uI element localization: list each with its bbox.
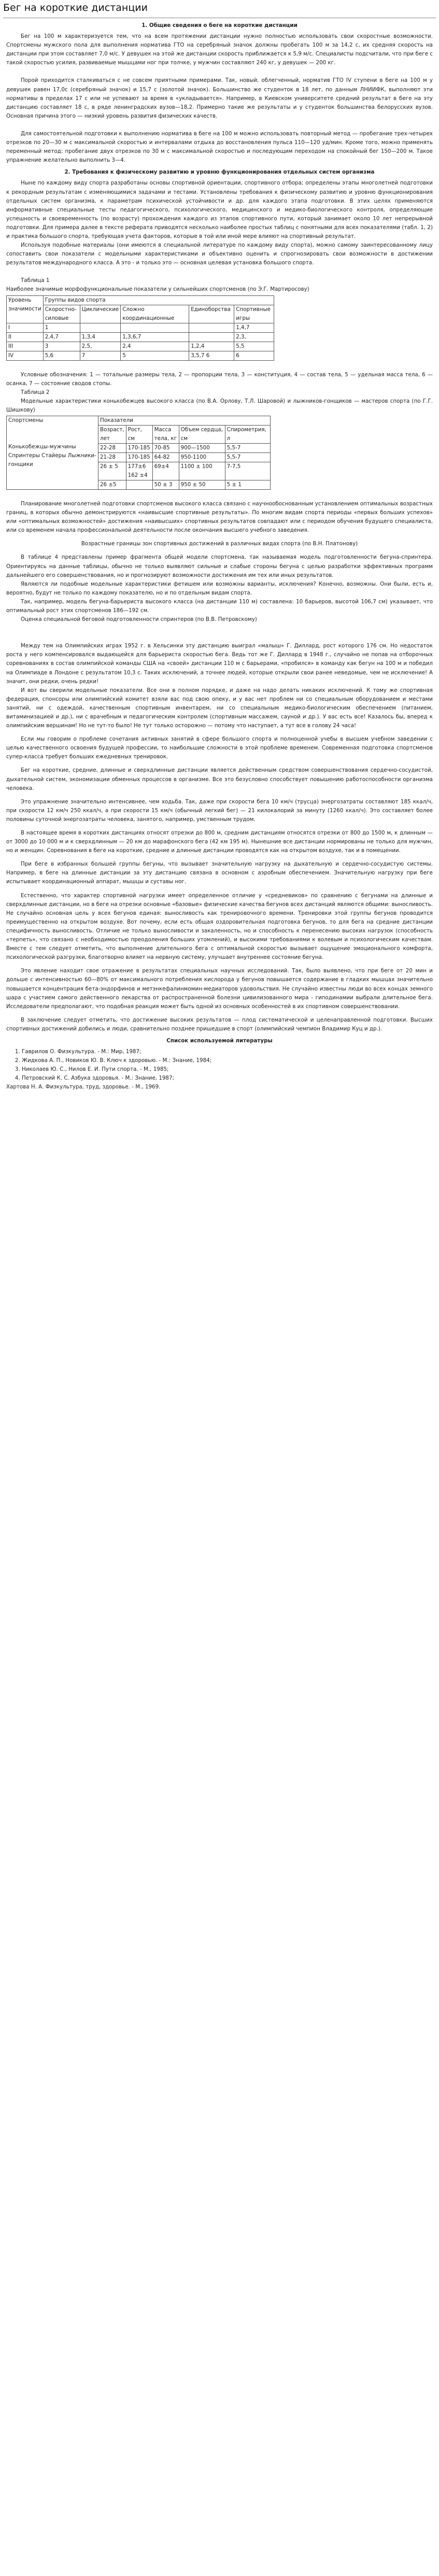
table-cell: 3 [43,342,80,351]
table-cell: 5,5 [234,342,274,351]
table-cell: 7-7,5 [225,462,270,480]
table-1-caption: Таблица 1 [21,277,50,284]
paragraph: Являются ли подобные модельные характеристики фетишем или возможны варианты, исключения? Конечно, возможны. Они были, есть и, вероятно, будут не только по каждому показателю, но и по отдельным видам спорта. [6,581,433,596]
table-row [7,332,274,342]
table-header: Единоборства [189,305,234,323]
table-cell-value: 177±6 [128,463,146,470]
table-cell: 50 ± 3 [152,480,179,490]
paragraph: Это явление находит свое отражение в результатах специальных научных исследований. Так, было выявлено, что при беге от 20 мин и дольше с интенсивностью 60—80% от максимального потребления кислорода у бегунов повышается содержание в гладких мышцах значительно повышается концентрация бета-эндорфинов и метэнкефалинмомин-медиаторов удовольствия. Не случайно известны люди во всех концах земного шара с участием самого действенного лекарства от распространенной болезни цивилизованного мира - гиподинамии выбрали длительное бега. Исследователи предполагают, что подобная реакция может быть одной из основных особенностей в их спортивном совершенствовании. [6,968,433,1010]
table-cell: IV [7,351,44,360]
table-cell: 170-185 [126,444,152,453]
paragraph: Бег на 100 м характеризуется тем, что на всем протяжении дистанции нужно полностью использовать свои скоростные возможности. Спортсмены мужского пола для выполнения норматива ГТО на серебряный значок должны пробегать 100 м за 14,2 с, их средняя скорость на дистанции при этом составляет 7,0 м/с. У девушек на этой же дистанции скорость приближается к 5,9 м/с. Специалисты подсчитали, что при беге с такой скоростью усилия, развиваемые мышцами ног при толчке, у мужчин составляют 240 кг, у девушек — 200 кг. [6,33,433,66]
table-cell: 5 [121,351,189,360]
reference-item: 4. Петровский К. С. Азбука здоровья. - М.: Знание, 1987; [22,1074,433,1083]
reference-item: 1. Гаврилов О. Физкультура. - М.: Мир, 1987; [22,1048,433,1056]
reference-item: 3. Николаев Ю. С., Нилов Е. И. Пути спорта. - М., 1985; [22,1065,433,1074]
paragraph: Естественно, что характер спортивной нагрузки имеет определенное отличие у «средневиков» по сравнению с бегунами на длинные и сверхдлинные дистанции, но в беге на отрезки основные «базовые» физические качества бегунов всех дистанций являются общими: выносливость. Не случайно основная цель у всех бегунов единая: выносливость как тренировочного времени. Тренировки этой группы бегунов проводится преимущественно на открытом воздухе. Вот почему, если есть общая оздоровительная подготовка бегунов, то для бега на средние дистанции специфичность выносливость. Отличие не только выносливости и закаленность, но и способность к перенесению высоких нагрузок (способность «терпеть», что связано с необходимостью преодоления больших утомлений), и высокими требованиями к волевым и психологическим качествам. Вместе с тем следует отметить, что выполнение длительного бега с оптимальной скоростью вызывает ощущение эмоционального комфорта, психологической разгрузки, благотворно влияет на нервную систему, улучшает внутреннее состояние бегуна. [6,892,433,961]
table-cell: 5,5-7 [225,444,270,453]
table-header: Группы видов спорта [43,295,274,305]
table-header: Спортивные игры [234,305,274,323]
table-cell: 1 [43,323,80,332]
table-4-caption: Оценка специальной беговой подготовленности спринтеров (по В.В. Петровскому) [21,616,257,623]
paragraph: Ныне по каждому виду спорта разработаны основы спортивной ориентации, спортивного отбора; определены этапы многолетней подготовки к рекордным результатам с изменяющимися задачами и тестами. Установлены требования к физическому развитию и уровню функционирования отдельных систем организма, к параметрам психической устойчивости и др. для каждого этапа подготовки. В этих целях применяются информативные специальные тесты педагогического, психологического, медицинского и медико-биологического контроля, определяющие успешность и своевременность (по возрасту) прохождения каждого из этапов спортивного пути, который занимает около 10 лет непрерывной подготовки. Для примера далее в тексте реферата приводятся несколько наиболее простых таблиц с понятными для всех показателями (табл. 1, 2) и практика большого спорта, требующая учета факторов, которые в той или иной мере влияют на спортивный результат. [6,180,433,239]
table-cell: II [7,332,44,342]
table-header: Спортсмены [8,417,44,423]
paragraph: Если мы говорим о проблеме сочетания активных занятий в сфере большого спорта и полноценной учебы в высшем учебном заведении с целью качественного освоения будущей профессии, то наибольшие сложности в этой проблеме временем. Современная подготовка спортсменов супер-класса требует больших ежедневных тренировок. [6,736,433,760]
paragraph: Это упражнение значительно интенсивнее, чем ходьба. Так, даже при скорости бега 10 км/ч (трусца) энергозатраты составляют 185 ккал/ч, при скорости 12 км/ч 250 ккал/ч, а при скорости 15 км/ч (обычный легкий бег) — 21 килокалорий за минуту (1260 ккал/ч). Это составляет более половины суточной энергозатраты человека, занятого, например, умственным трудом. [6,798,433,823]
table-3-caption: Возрастные границы зон спортивных достижений в различных видах спорта (по В.Н. Платонову) [81,541,358,547]
table-cell: 64-82 [152,453,179,462]
table-row [7,323,274,332]
table-cell [189,332,234,342]
table-header: Скоростно-силовые [43,305,80,323]
table-2-caption: Таблица 2 [21,389,50,395]
table-cell: 26 ±5 [98,480,126,490]
reference-item: Хартова Н. А. Физкультура, труд, здоровье. - М., 1969. [6,1084,161,1091]
table-cell: 2,4,7 [43,332,80,342]
reference-item: 2. Жидкова А. П., Новиков Ю. В. Ключ к здоровью. - М.: Знание, 1984; [22,1056,433,1065]
table-1-description: Наиболее значимые морфофункциональные показатели у сильнейших спортсменов (по Э.Г. Мартиросову) [6,286,309,293]
table-2 [6,416,271,490]
paragraph: При беге в избранных большей группы бегуны, что вызывает значительную нагрузку на дыхательную и сердечно-сосудистую системы. Например, в беге на длинные дистанции за эту дистанцию связана в основном с аэробным обеспечением. Значительную нагрузку при беге испытывает координационный аппарат, мышцы и суставы ног. [6,861,433,885]
table-cell: 7 [80,351,121,360]
table-header: Возраст, лет [98,426,126,444]
paragraph: И вот вы сверили модельные показатели. Все они в полном порядке, и даже на надо делать никаких исключений. К тому же спортивная федерация, спонсоры или олимпийский комитет взяли вас под свою опеку, и у вас нет проблем ни со специальным оборудованием и местами занятий, ни с одеждой, качественным спортивным инвентарем, ни со специальным медико-биологическим обеспечением (питанием, витаминизацией и др.), ни с врачебным и педагогическим контролем (спортивным массажем, сауной и др.). У вас есть все! Казалось бы, вперед к олимпийским вершинам! Но не тут-то было! Не тут только осторожно — потому что наступает, а тут все в голову 24 часа! [6,687,433,729]
table-cell [189,323,234,332]
table-header: Спирометрия, л [225,426,270,444]
paragraph: Так, например, модель бегуна-барьериста высокого класса (на дистанции 110 м) составлена: 10 барьеров, высотой 106,7 см) указывает, что оптимальный рост этих спортсменов 186—192 см. [6,598,433,614]
table-header: Циклические [80,305,121,323]
table-cell [121,323,189,332]
table-row [7,342,274,351]
article-content [3,21,436,1092]
table-cell: 950 ± 50 [179,480,225,490]
table-cell: 2,5, [80,342,121,351]
table-cell: 2,4 [121,342,189,351]
table-cell: Конькобежцы-мужчины [8,444,76,450]
table-cell: 950-1100 [179,453,225,462]
paragraph: Используя подобные материалы (они имеются в специальной литературе по каждому виду спорта), можно самому заинтересованному лицу сопоставить свои показатели с модельными характеристиками и объективно оценить и спрогнозировать свои возможности в достижении результатов международного класса. А это - и только это — основная целевая установка большого спорта. [6,242,433,266]
paragraph: В заключение следует отметить, что достижение высоких результатов — плод систематической и целенаправленной подготовки. Высших спортивных достижений добились и люди, сравнительно позднее пришедшие в спорт (олимпийский чемпион Владимир Куц и др.). [6,1016,433,1032]
table-cell: 2,3, [234,332,274,342]
section-1-heading: 1. Общие сведения о беге на короткие дистанции [141,22,298,29]
table-header: Объем сердца, см [179,426,225,444]
table-cell: 1,2,4 [189,342,234,351]
paragraph: Для самостоятельной подготовки к выполнению норматива в беге на 100 м можно использовать повторный метод — пробегание трех-четырех отрезков по 20—30 м с максимальной скоростью и интервалами отдыха до восстановления пульса 110—120 уд/мин. Кроме того, можно применять переменный метод: пробегание двух отрезков по 30 м с максимальной скоростью и последующим переходом на спокойный бег 150—200 м. Такое упражнение желательно выполнить 3—4. [6,130,433,164]
table-1-legend: Условные обозначения: 1 — тотальные размеры тела, 2 — пропорции тела, 3 — конституция, 4 — состав тела, 5 — удельная масса тела, 6 — осанка, 7 — состояние сводов стопы. [6,371,433,387]
table-cell: 5 ± 1 [225,480,270,490]
table-cell [80,323,121,332]
table-cell: 1,4,7 [234,323,274,332]
paragraph: Порой приходится сталкиваться с не совсем приятными примерами. Так, новый, облегченный, норматив ГТО IV ступени в беге на 100 м у девушек равен 17,0с (серебряный значок) и 15,7 с (золотой значок). Большинство же студенток в 18 лет, по данным ЛНИИФК, выполняют эти нормативы в пределах 17 с или не успевают за время в «укладывается». Например, в Киевском университете средний результат в беге на эту дистанцию составляет 18 с, в ряде ленинградских вузов—18,2. Примерно такие же результаты и у студенток большинства белорусских вузов. Основная причина этого — низкий уровень развития физических качеств. [6,77,433,119]
table-cell: 5,6 [43,351,80,360]
paragraph: В настоящее время в коротких дистанциях относят отрезки до 800 м, средним дистанциям относятся отрезки от 800 до 1500 м, к длинным — от 3000 до 10 000 м и к сверхдлинным — 20 км до марафонского бега (42 км 195 м). Нынешние все дистанции нормированы не только для мужчин, но и женщин. Соревнования в беге на короткие, средние и длинные дистанции проводятся как на открытом воздухе, так и в помещении. [6,830,433,854]
paragraph: Между тем на Олимпийских играх 1952 г. в Хельсинки эту дистанцию выиграл «малыш» Г. Диллард, рост которого 176 см. Но недостаток роста у него компенсировался выдающейся для барьериста скоростью бега. Ведь тот же Г. Диллард в 1948 г., случайно не попав на отборочных соревнованиях в состав олимпийской команды США на «своей» дистанции 110 м с барьерами, «пробился» в команду как бегун на 100 м и победил на Олимпиаде в Лондоне с результатом 10,3 с. Таких исключений, а точнее людей, которые открыли свои ранее неведомые, чем не исключение! А значит, они редки, очень редки! [6,643,433,685]
table-header: Рост, см [126,426,152,444]
table-cell-value: 162 ±4 [128,472,148,478]
table-2-description: Модельные характеристики конькобежцев высокого класса (по В.А. Орлову, Т.Л. Шаровой) и лыжников-гонщиков — мастеров спорта (по Г.Г. Шишкову) [6,398,433,413]
table-header: Показатели [98,416,271,426]
table-cell [126,480,152,490]
table-header: Масса тела, кг [152,426,179,444]
table-cell: 26 ± 5 [98,462,126,480]
references-heading: Список используемой литературы [166,1037,273,1044]
table-cell: 3,5,7 6 [189,351,234,360]
table-cell: 900—1500 [179,444,225,453]
paragraph: В таблице 4 представлены пример фрагмента общей модели спортсмена, так называемая модель подготовленности бегуна-спринтера. Ориентируясь на данные таблицы, обычно не только выявляют сильные и слабые стороны бегуна с целью разработки эффективных программ дальнейшего его совершенствования, но и прогнозируют возможности достижения им тех или иных результатов. [6,554,433,578]
table-cell: 1,3,4 [80,332,121,342]
table-cell: 5,5-7 [225,453,270,462]
table-1 [6,295,274,361]
paragraph: Планирование многолетней подготовки спортсменов высокого класса связано с научнообоснованным установлением оптимальных возрастных границ, в которых обычно демонстрируются «наивысшие спортивные результаты». По многим видам спорта периоды «первых больших успехов» или «оптимальных возможностей» достижения «наивысших» спортивных результатов совпадают или с периодом обучения будущего специалиста, или со временем начала профессиональной деятельности после окончания высшего учебного заведения. [6,501,433,534]
table-cell: 170-185 [126,453,152,462]
table-cell: 69±4 [152,462,179,480]
table-cell: Спринтеры Стайеры Лыжники-гонщики [8,452,96,468]
table-cell: 22-28 [98,444,126,453]
table-cell: 1,3,6,7 [121,332,189,342]
table-header: Сложно координационные [121,305,189,323]
paragraph: Бег на короткие, средние, длинные и сверхдлинные дистанции является действенным средством совершенствования сердечно-сосудистой, дыхательной систем, экономизации обменных процессов в организме. Все это безусловно способствует повышению работоспособности организма человека. [6,767,433,791]
table-cell: 1100 ± 100 [179,462,225,480]
table-cell: 6 [234,351,274,360]
table-cell [7,416,98,490]
table-cell: 70-85 [152,444,179,453]
section-2-heading: 2. Требования к физическому развитию и уровню функционирования отдельных систем организма [64,169,375,176]
page-title: Бег на короткие дистанции [3,0,436,18]
table-header: Уровень значимости [7,295,44,323]
table-row [7,351,274,360]
table-cell: 21-28 [98,453,126,462]
table-cell: I [7,323,44,332]
references-list [6,1048,433,1092]
table-cell: III [7,342,44,351]
table-cell [126,462,152,480]
